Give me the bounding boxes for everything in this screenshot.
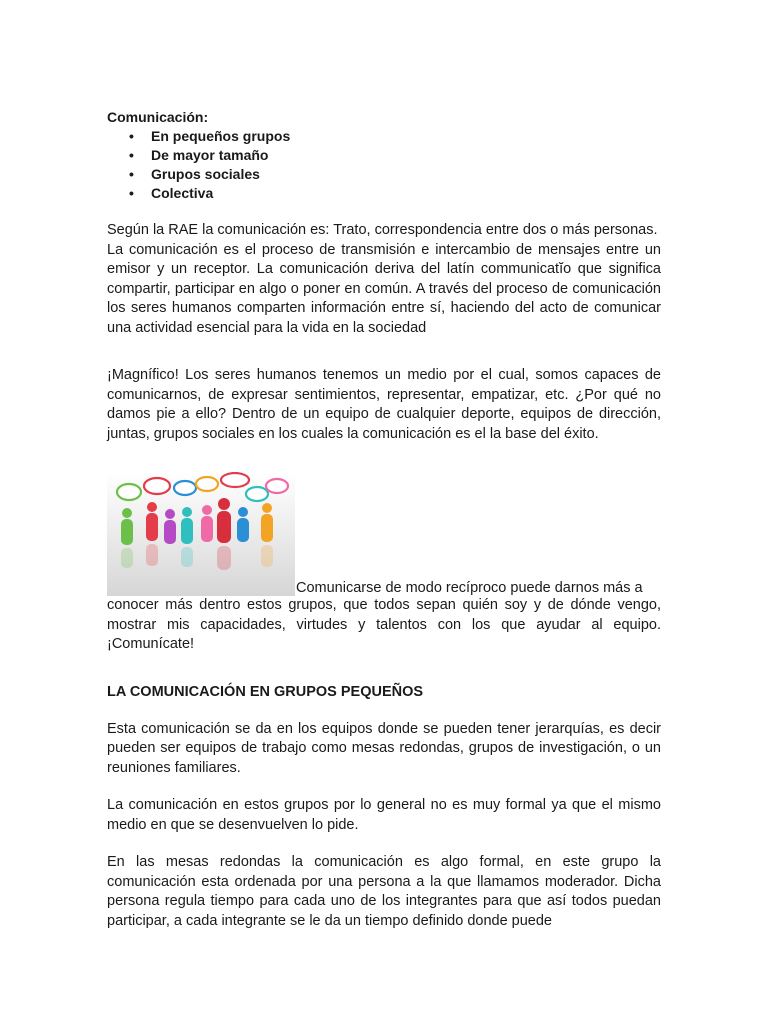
paragraph-section-3: En las mesas redondas la comunicación es algo formal, en este grupo la comunicación esta ordenada por una persona a la que llamamos moderador. Dicha persona regula tiempo para cada uno de los integrantes para que así todos puedan participar, a cada integrante se le da un tiempo definido donde puede (107, 854, 661, 929)
intro-bullet-list (107, 127, 661, 203)
paragraph-magnifico: ¡Magnífico! Los seres humanos tenemos un medio por el cual, somos capaces de comunicarnos, de expresar sentimientos, representar, empatizar, etc. ¿Por qué no damos pie a ello? Dentro de un equipo de cualquier deporte, equipos de dirección, juntas, grupos sociales en los cuales la comunicación es el la base del éxito. (107, 367, 661, 442)
intro-heading: Comunicación: (107, 109, 209, 125)
bullet-item: • En pequeños grupos (129, 127, 661, 146)
paragraph-rae: Según la RAE la comunicación es: Trato, correspondencia entre dos o más personas. (107, 222, 658, 238)
illustration-row (107, 472, 661, 596)
paragraph-section-1: Esta comunicación se da en los equipos donde se pueden tener jerarquías, es decir pueden ser equipos de trabajo como mesas redondas, grupos de investigación, o un reuniones familiares. (107, 720, 661, 776)
bullet-item: • Colectiva (129, 184, 661, 203)
communication-people-illustration (107, 472, 295, 596)
bullet-item: • De mayor tamaño (129, 146, 661, 165)
section-title: LA COMUNICACIÓN EN GRUPOS PEQUEÑOS (107, 683, 424, 700)
caption-first-line: Comunicarse de modo recíproco puede darnos más a (296, 579, 643, 596)
paragraph-proceso: La comunicación es el proceso de transmisión e intercambio de mensajes entre un emisor y un receptor. La comunicación deriva del latín communicatĭo que significa compartir, participar en algo o poner en común. A través del proceso de comunicación los seres humanos comparten información entre sí, haciendo del acto de comunicar una actividad esencial para la vida en la sociedad (107, 241, 661, 336)
paragraph-section-2: La comunicación en estos grupos por lo general no es muy formal ya que el mismo medio en que se desenvuelven lo pide. (107, 797, 661, 833)
document-page (107, 108, 661, 931)
paragraph-caption-rest: conocer más dentro estos grupos, que todos sepan quién soy y de dónde vengo, mostrar mis capacidades, virtudes y talentos con los que ayudar al equipo. ¡Comunícate! (107, 597, 661, 652)
bullet-item: • Grupos sociales (129, 165, 661, 184)
